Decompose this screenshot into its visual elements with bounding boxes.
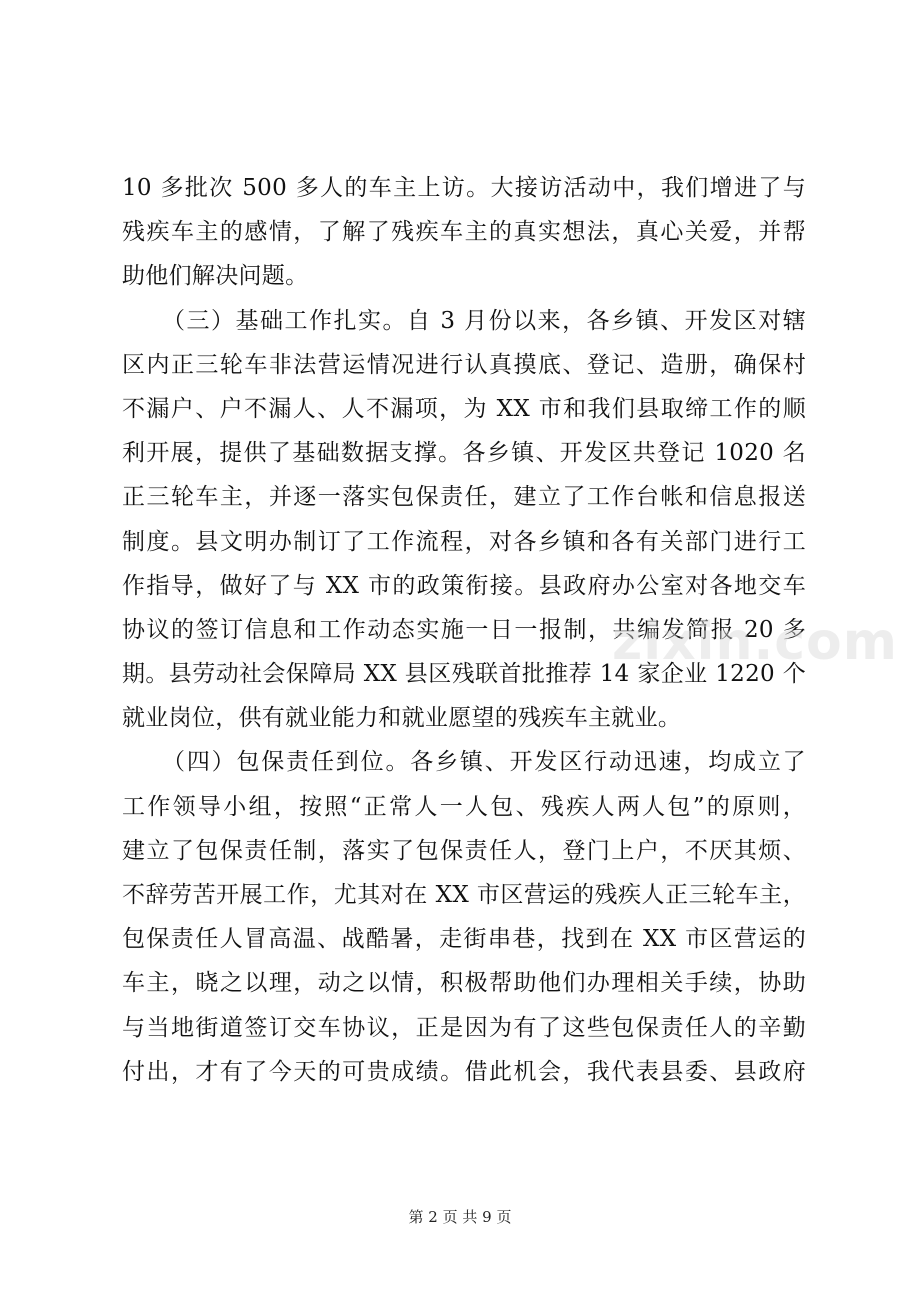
text-line: 与当地街道签订交车协议，正是因为有了这些包保责任人的辛勤 bbox=[122, 1014, 806, 1041]
text-line: 协议的签订信息和工作动态实施一日一报制，共编发简报 20 多 bbox=[122, 616, 806, 643]
paragraph-start-line: （四）包保责任到位。各乡镇、开发区行动迅速，均成立了 bbox=[162, 749, 806, 776]
text-line: 付出，才有了今天的可贵成绩。借此机会，我代表县委、县政府 bbox=[122, 1058, 806, 1085]
text-line: 不辞劳苦开展工作，尤其对在 XX 市区营运的残疾人正三轮车主， bbox=[122, 882, 806, 908]
text-line: 正三轮车主，并逐一落实包保责任，建立了工作台帐和信息报送 bbox=[122, 484, 806, 511]
text-line: 制度。县文明办制订了工作流程，对各乡镇和各有关部门进行工 bbox=[122, 528, 806, 555]
body-text bbox=[122, 166, 806, 1094]
watermark: zixin.com bbox=[612, 612, 898, 672]
text-line: 残疾车主的感情，了解了残疾车主的真实想法，真心关爱，并帮 bbox=[122, 219, 806, 246]
text-line: 工作领导小组，按照“正常人一人包、残疾人两人包”的原则， bbox=[122, 793, 806, 820]
text-line: 包保责任人冒高温、战酷暑，走街串巷，找到在 XX 市区营运的 bbox=[122, 926, 806, 953]
text-line: 区内正三轮车非法营运情况进行认真摸底、登记、造册，确保村 bbox=[122, 351, 806, 378]
text-line: 10 多批次 500 多人的车主上访。大接访活动中，我们增进了与 bbox=[122, 175, 806, 201]
text-line: 利开展，提供了基础数据支撑。各乡镇、开发区共登记 1020 名 bbox=[122, 440, 806, 467]
text-line: 就业岗位，供有就业能力和就业愿望的残疾车主就业。 bbox=[122, 705, 682, 732]
paragraph-start-line: （三）基础工作扎实。自 3 月份以来，各乡镇、开发区对辖 bbox=[162, 307, 806, 334]
text-line: 期。县劳动社会保障局 XX 县区残联首批推荐 14 家企业 1220 个 bbox=[122, 661, 806, 688]
text-line: 作指导，做好了与 XX 市的政策衔接。县政府办公室对各地交车 bbox=[122, 572, 806, 599]
page-number-footer: 第 2 页 共 9 页 bbox=[408, 1208, 512, 1226]
text-line: 建立了包保责任制，落实了包保责任人，登门上户，不厌其烦、 bbox=[122, 837, 806, 864]
text-line: 车主，晓之以理，动之以情，积极帮助他们办理相关手续，协助 bbox=[122, 970, 806, 997]
text-line: 助他们解决问题。 bbox=[122, 263, 309, 290]
text-line: 不漏户、户不漏人、人不漏项，为 XX 市和我们县取缔工作的顺 bbox=[122, 395, 806, 422]
